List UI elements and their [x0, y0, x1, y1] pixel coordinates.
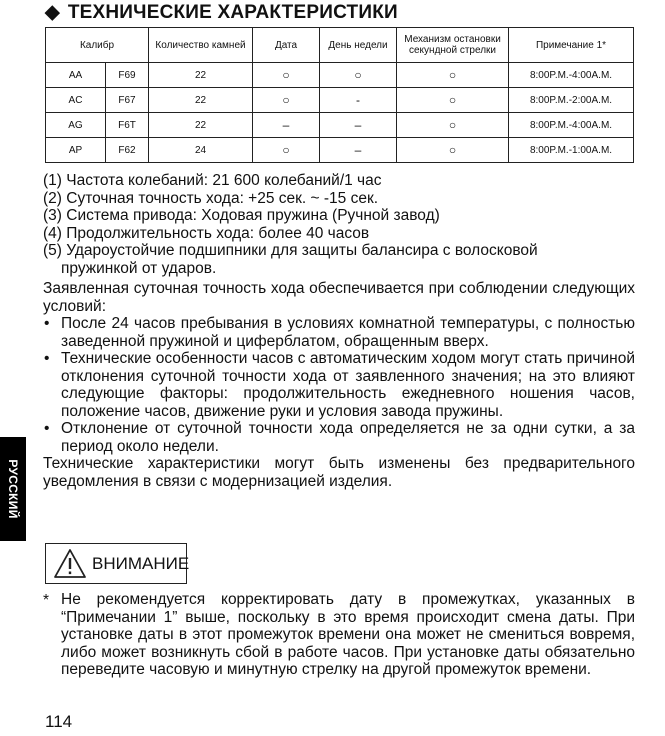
cell-stop: ○ [397, 88, 509, 113]
page-number: 114 [45, 712, 73, 731]
list-item-text: После 24 часов пребывания в условиях комнатной температуры, с полностью заведенной пружиной и циферблатом, обращенным вверх. [61, 315, 635, 350]
footnote-text: Не рекомендуется корректировать дату в промежутках, указанных в “Примечании 1” выше, поскольку в это время происходит смена даты. При установке даты в этот промежуток времени она может не смениться вовремя, либо может возникнуть сбой в работе часов. При установке даты обязательно переведите часовую и минутную стрелку на другой промежуток времени. [61, 591, 635, 678]
table-header-row [46, 28, 634, 63]
cell-code: AP [46, 138, 106, 163]
cell-day: – [320, 113, 397, 138]
cell-note: 8:00P.M.-4:00A.M. [509, 63, 634, 88]
spec-note-continuation: пружинкой от ударов. [61, 259, 217, 277]
table-row [46, 138, 634, 163]
spec-note: (2) Суточная точность хода: +25 сек. ~ -15 сек. [43, 189, 379, 207]
cell-stop: ○ [397, 113, 509, 138]
spec-note [43, 242, 635, 277]
cell-code: AG [46, 113, 106, 138]
bullet-icon: • [44, 350, 50, 367]
language-tab-label: РУССКИЙ [6, 459, 20, 519]
cell-code: AC [46, 88, 106, 113]
warning-label: ВНИМАНИЕ [92, 554, 190, 573]
cell-caliber: F67 [106, 88, 149, 113]
cell-date: – [253, 113, 320, 138]
cell-jewels: 24 [149, 138, 253, 163]
cell-caliber: F6T [106, 113, 149, 138]
cell-stop: ○ [397, 63, 509, 88]
list-item-text: Отклонение от суточной точности хода определяется не за одни сутки, а за период около недели. [61, 420, 635, 455]
cell-note: 8:00P.M.-1:00A.M. [509, 138, 634, 163]
cell-day: – [320, 138, 397, 163]
spec-note-line: (5) Удароустойчие подшипники для защиты балансира с волосковой [43, 242, 538, 259]
cell-note: 8:00P.M.-4:00A.M. [509, 113, 634, 138]
spec-note: (4) Продолжительность хода: более 40 часов [43, 224, 370, 242]
spec-change-notice: Технические характеристики могут быть изменены без предварительного уведомления в связи с модернизацией изделия. [43, 455, 635, 490]
diamond-bullet-icon: ◆ [45, 2, 60, 23]
cell-note: 8:00P.M.-2:00A.M. [509, 88, 634, 113]
cell-date: ○ [253, 63, 320, 88]
header-stop-mechanism: Механизм остановки секундной стрелки [397, 28, 509, 63]
specs-table [45, 27, 634, 163]
header-caliber: Калибр [46, 28, 149, 63]
accuracy-conditions-list [43, 315, 635, 455]
list-item [43, 420, 635, 455]
cell-stop: ○ [397, 138, 509, 163]
spec-note: (3) Система привода: Ходовая пружина (Ручной завод) [43, 207, 440, 224]
section-title-text: ТЕХНИЧЕСКИЕ ХАРАКТЕРИСТИКИ [67, 2, 398, 23]
table-row [46, 63, 634, 88]
footnote [43, 591, 635, 679]
language-tab [0, 437, 26, 541]
header-day: День недели [320, 28, 397, 63]
cell-caliber: F69 [106, 63, 149, 88]
table-row [46, 88, 634, 113]
cell-day: ○ [320, 63, 397, 88]
cell-caliber: F62 [106, 138, 149, 163]
cell-jewels: 22 [149, 88, 253, 113]
header-note: Примечание 1* [509, 28, 634, 63]
asterisk-icon: * [43, 592, 50, 609]
body-text [43, 172, 635, 490]
accuracy-intro: Заявленная суточная точность хода обеспечивается при соблюдении следующих условий: [43, 280, 635, 315]
spec-note: (1) Частота колебаний: 21 600 колебаний/1 час [43, 172, 382, 189]
header-date: Дата [253, 28, 320, 63]
cell-jewels: 22 [149, 113, 253, 138]
bullet-icon: • [44, 420, 50, 437]
section-title [45, 1, 398, 24]
header-jewels: Количество камней [149, 28, 253, 63]
list-item [43, 350, 635, 420]
cell-day: - [320, 88, 397, 113]
cell-code: AA [46, 63, 106, 88]
specs-notes [43, 172, 635, 277]
cell-jewels: 22 [149, 63, 253, 88]
list-item [43, 315, 635, 350]
cell-date: ○ [253, 138, 320, 163]
bullet-icon: • [44, 315, 50, 332]
table-row [46, 113, 634, 138]
warning-box [45, 543, 190, 584]
cell-date: ○ [253, 88, 320, 113]
list-item-text: Технические особенности часов с автоматическим ходом могут стать причиной отклонения суточной точности хода от заявленного значения; на это влияют следующие факторы: продолжительность ежедневного ношения часов, положение часов, движение руки и условия завода пружины. [61, 350, 635, 420]
warning-triangle-icon [53, 548, 87, 579]
